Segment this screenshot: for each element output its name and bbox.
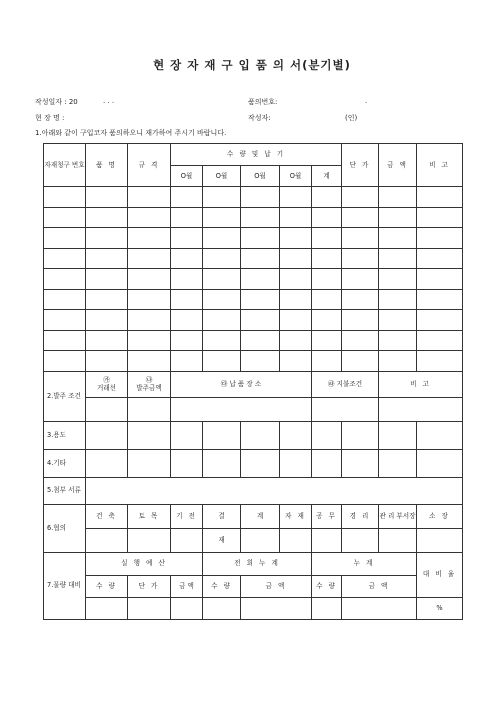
budget-qty-header: 수 량 <box>86 575 128 597</box>
consult-mechanical: 기 전 <box>171 504 203 528</box>
sign-director[interactable] <box>417 528 463 552</box>
supplier-label: 거래선 <box>96 384 117 392</box>
supplier-value[interactable] <box>86 397 128 421</box>
cum-amount-header: 금 액 <box>342 575 417 597</box>
sign-architecture[interactable] <box>86 528 128 552</box>
ratio-value[interactable]: % <box>417 597 463 619</box>
sign-civil[interactable] <box>128 528 171 552</box>
prev-amount-value[interactable] <box>241 597 312 619</box>
sign-mechanical[interactable] <box>171 528 203 552</box>
execution-budget-header: 실 행 예 산 <box>86 552 203 575</box>
header-month-1: O월 <box>171 166 203 187</box>
item-row <box>44 289 463 310</box>
cum-amount-value[interactable] <box>342 597 417 619</box>
sign-affairs[interactable] <box>312 528 342 552</box>
attachments-value[interactable] <box>86 477 463 504</box>
supplier-mark: ㉮ <box>103 375 110 384</box>
order-amount-label: 발주금액 <box>136 384 162 392</box>
approval-director: 소 장 <box>417 504 463 528</box>
write-date-label: 작성일자 : 20 <box>35 98 78 106</box>
item-row <box>44 248 463 269</box>
approval-affairs: 공 무 <box>312 504 342 528</box>
item-row <box>44 187 463 208</box>
usage-label: 3.용도 <box>44 421 86 449</box>
item-row <box>44 351 463 372</box>
header-spec: 규 격 <box>128 144 171 187</box>
ratio-header: 대 비 율 <box>417 552 463 597</box>
header-unit-price: 단 가 <box>342 144 379 187</box>
header-remarks: 비 고 <box>417 144 463 187</box>
instruction-text: 1.아래와 같이 구입코자 품의하오니 재가하여 주시기 바랍니다. <box>35 129 227 137</box>
budget-comparison-label: 7.물량 대비 <box>44 552 86 619</box>
budget-qty-value[interactable] <box>86 597 128 619</box>
payment-terms-value[interactable] <box>312 397 379 421</box>
sign-materials[interactable] <box>280 528 312 552</box>
cum-qty-value[interactable] <box>312 597 342 619</box>
header-material-request-no: 자재청구 번호 <box>44 144 86 187</box>
item-row <box>44 269 463 290</box>
header-qty-delivery: 수 량 및 납 기 <box>171 144 342 166</box>
item-row <box>44 228 463 249</box>
prev-qty-value[interactable] <box>203 597 241 619</box>
sign-total[interactable] <box>241 528 280 552</box>
order-remarks-header: 비 고 <box>379 371 463 397</box>
cum-qty-header: 수 량 <box>312 575 342 597</box>
order-amount-header <box>128 371 171 397</box>
header-month-3: O월 <box>241 166 280 187</box>
order-conditions-label: 2.발주 조건 <box>44 371 86 421</box>
seal-label: (인) <box>345 114 358 122</box>
cumulative-header: 누 계 <box>312 552 417 575</box>
item-row <box>44 310 463 331</box>
consult-architecture: 건 축 <box>86 504 128 528</box>
delivery-place-value[interactable] <box>171 397 312 421</box>
consult-civil: 토 목 <box>128 504 171 528</box>
approval-accounting: 경 리 <box>342 504 379 528</box>
prev-amount-header: 금 액 <box>241 575 312 597</box>
budget-amount-header: 금 액 <box>171 575 203 597</box>
budget-amount-value[interactable] <box>171 597 203 619</box>
header-month-2: O월 <box>203 166 241 187</box>
sign-accounting[interactable] <box>342 528 379 552</box>
budget-unit-price-header: 단 가 <box>128 575 171 597</box>
write-date-dots: . . . <box>103 97 115 105</box>
approval-top: 결 <box>203 504 241 528</box>
site-name-label: 현 장 명 : <box>35 114 65 122</box>
payment-terms-header: ㉱ 지불조건 <box>312 371 379 397</box>
approval-management-head: 관 리 부서장 <box>379 504 417 528</box>
header-item-name: 품 명 <box>86 144 128 187</box>
header-total: 계 <box>312 166 342 187</box>
item-row <box>44 207 463 228</box>
sign-management-head[interactable] <box>379 528 417 552</box>
approval-materials: 자 재 <box>280 504 312 528</box>
document-title: 현 장 자 재 구 입 품 의 서(분기별) <box>153 58 351 72</box>
prev-qty-header: 수 량 <box>203 575 241 597</box>
budget-unit-price-value[interactable] <box>128 597 171 619</box>
delivery-place-header: ㉰ 납 품 장 소 <box>171 371 312 397</box>
approval-total: 계 <box>241 504 280 528</box>
approval-bottom: 재 <box>203 528 241 552</box>
author-label: 작성자: <box>248 114 271 122</box>
previous-total-header: 전 회 누 계 <box>203 552 312 575</box>
attachments-label: 5.첨부 서류 <box>44 477 86 504</box>
order-amount-value[interactable] <box>128 397 171 421</box>
other-label: 4.기타 <box>44 449 86 477</box>
header-amount: 금 액 <box>379 144 417 187</box>
consultation-label: 6.협의 <box>44 504 86 552</box>
purchase-request-table <box>43 143 463 620</box>
order-amount-mark: ㉯ <box>145 375 153 384</box>
order-remarks-value[interactable] <box>379 397 463 421</box>
item-row <box>44 330 463 351</box>
header-month-4: O월 <box>280 166 312 187</box>
request-no-label: 품의번호: <box>248 98 278 106</box>
request-no-dot: . <box>365 97 368 105</box>
supplier-header <box>86 371 128 397</box>
